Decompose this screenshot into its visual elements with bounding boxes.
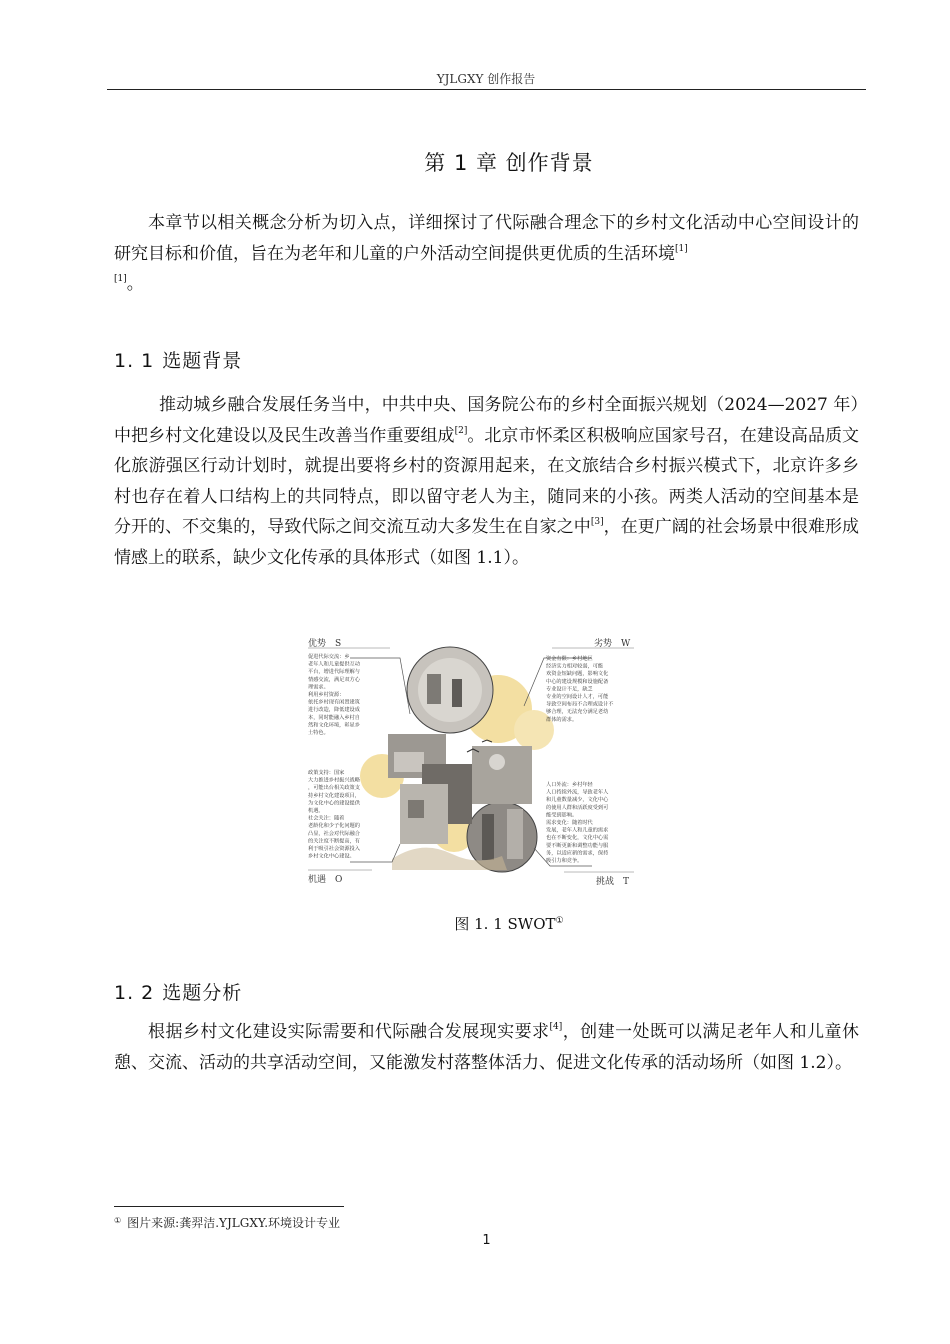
swot-text-line: 利用乡村资源： (308, 692, 345, 698)
citation[interactable]: [1] (675, 243, 688, 254)
swot-text-line: 凸显，社会对代际融合 (308, 830, 360, 837)
section-number: 1. 2 (114, 982, 155, 1004)
section-number: 1. 1 (114, 350, 155, 372)
swot-text-line: 要不断更新和调整功能与服 (546, 842, 609, 849)
swot-label-s: 优势 S (308, 639, 342, 649)
section-heading-1-1 (114, 346, 250, 373)
footnote (114, 1214, 340, 1231)
swot-label-w: 劣势 W (594, 639, 631, 649)
swot-text-line: 资金有限：乡村地区 (546, 656, 593, 662)
swot-text-line: 也在不断变化，文化中心需 (546, 835, 609, 842)
swot-text-line: 和儿童数量减少，文化中心 (546, 797, 609, 804)
figure-caption: 图 1. 1 SWOT① (454, 915, 564, 933)
swot-label-t: 挑战 T (596, 877, 630, 886)
section2-paragraph: 根据乡村文化建设实际需要和代际融合发展现实要求[4]，创建一处既可以满足老年人和儿童休憩、交流、活动的共享活动空间，又能激发村落整体活力、促进文化传承的活动场所（如图 1.2）。 (114, 1022, 860, 1073)
swot-text-line: 务，以适应新的需求，保持 (546, 850, 609, 857)
header-rule (107, 89, 866, 90)
swot-text-line: 专业设计不足，缺乏 (546, 686, 593, 693)
swot-text-line: 为文化中心的建设提供 (308, 800, 360, 807)
swot-text-line: 本，同时能融入乡村自 (308, 714, 360, 721)
section-title: 选题分析 (162, 982, 243, 1004)
swot-figure (302, 634, 638, 886)
swot-text-line: 发展，老年人和儿童的需求 (546, 827, 609, 834)
swot-text-line: 导致空间布局不合理或设计不 (546, 701, 614, 708)
page-header: YJLGXY 创作报告 (436, 72, 536, 86)
swot-text-line: 机遇。 (308, 808, 324, 814)
swot-text-line: 利于吸引社会资源投入 (308, 846, 360, 852)
footnote-text: 图片来源:龚羿洁.YJLGXY.环境设计专业 (127, 1216, 341, 1230)
swot-text-line: 大力推进乡村振兴战略 (308, 777, 360, 784)
swot-text-line: 老年人和儿童提供互动 (308, 661, 360, 668)
swot-text-line: 需求变化：随着时代 (546, 820, 593, 826)
swot-text-line: 依托乡村现有闲置建筑 (308, 699, 360, 706)
chapter-title: 第 1 章 创作背景 (424, 151, 594, 175)
swot-text-line: 中心的建设规模和设施配备 (546, 678, 609, 685)
swot-text-line: 经济实力相对较弱，可能 (546, 663, 604, 670)
footnote-mark: ① (114, 1216, 122, 1225)
swot-text-line: 促进代际交流：乡 (308, 654, 350, 660)
swot-text-line: 老龄化和少子化问题的 (308, 823, 360, 830)
section-title: 选题背景 (162, 350, 243, 372)
footnote-marker[interactable]: ① (555, 916, 564, 926)
swot-text-line: 群体的需求。 (546, 716, 578, 723)
page-number: 1 (482, 1233, 491, 1248)
swot-text-line: 人口持续外流，导致老年人 (546, 789, 609, 796)
swot-text-line: 持乡村文化建设项目， (308, 792, 360, 799)
citation[interactable]: [1] (114, 274, 127, 284)
swot-text-line: 进行改造，降低建设成 (308, 707, 360, 714)
swot-text-line: 能受到影响。 (546, 812, 578, 819)
citation[interactable]: [3] (590, 517, 604, 527)
photo-grandparent (472, 746, 532, 804)
swot-text-line: 专业的空间设计人才，可能 (546, 694, 609, 700)
swot-text-line: 理需求。 (308, 684, 329, 691)
swot-text-line: 乡村文化中心建设。 (308, 853, 355, 860)
section-heading-1-2 (114, 978, 250, 1005)
citation[interactable]: [2] (454, 425, 468, 436)
swot-text-line: 够合理，无法充分满足老幼 (546, 709, 609, 716)
swot-text-line: 情感交流，满足双方心 (308, 676, 360, 683)
swot-text-line: ，可能出台相关政策支 (308, 785, 360, 792)
swot-text-line: 然和文化环境，彰显乡 (308, 722, 360, 729)
swot-label-o: 机遇 O (308, 875, 343, 885)
swot-text-line: 吸引力和竞争。 (546, 858, 583, 864)
swot-text-line: 的使用人群和活跃度受到可 (546, 804, 609, 811)
swot-text-line: 人口外流：乡村年轻 (546, 782, 593, 788)
swot-text-line: 社会关注：随着 (308, 815, 345, 822)
swot-text-line: 平台，增进代际理解与 (308, 669, 360, 676)
swot-text-line: 土特色。 (308, 730, 329, 736)
section1-paragraph: 推动城乡融合发展任务当中，中共中央、国务院公布的乡村全面振兴规划（2024—2027 年）中把乡村文化建设以及民生改善当作重要组成[2]。北京市怀柔区积极响应国家号召，在建设高品质文化旅游强区行动计划时，就提出要将乡村的资源用起来，在文旅结合乡村振兴模式下，北京许多乡村也存在着人口结构上的共同特点，即以留守老人为主，随同来的小孩。两类人活动的空间基本是分开的、不交集的，导致代际之间交流互动大多发生在自家之中[3]，在更广阔的社会场景中很难形成情感上的联系，缺少文化传承的具体形式（如图 1.1）。 (114, 395, 860, 568)
footnote-rule (114, 1206, 344, 1207)
swot-text-line: 政策支持：国家 (308, 770, 345, 776)
citation[interactable]: [4] (549, 1022, 563, 1032)
intro-text: 本章节以相关概念分析为切入点，详细探讨了代际融合理念下的乡村文化活动中心空间设计的研究目标和价值，旨在为老年和儿童的户外活动空间提供更优质的生活环境 (114, 213, 859, 264)
swot-text-line: 欢资金短缺问题，影响文化 (546, 671, 609, 678)
intro-paragraph: 本章节以相关概念分析为切入点，详细探讨了代际融合理念下的乡村文化活动中心空间设计的研究目标和价值，旨在为老年和儿童的户外活动空间提供更优质的生活环境[1] [1]。 (114, 213, 859, 294)
swot-text-line: 的关注度不断提高，有 (308, 838, 360, 845)
